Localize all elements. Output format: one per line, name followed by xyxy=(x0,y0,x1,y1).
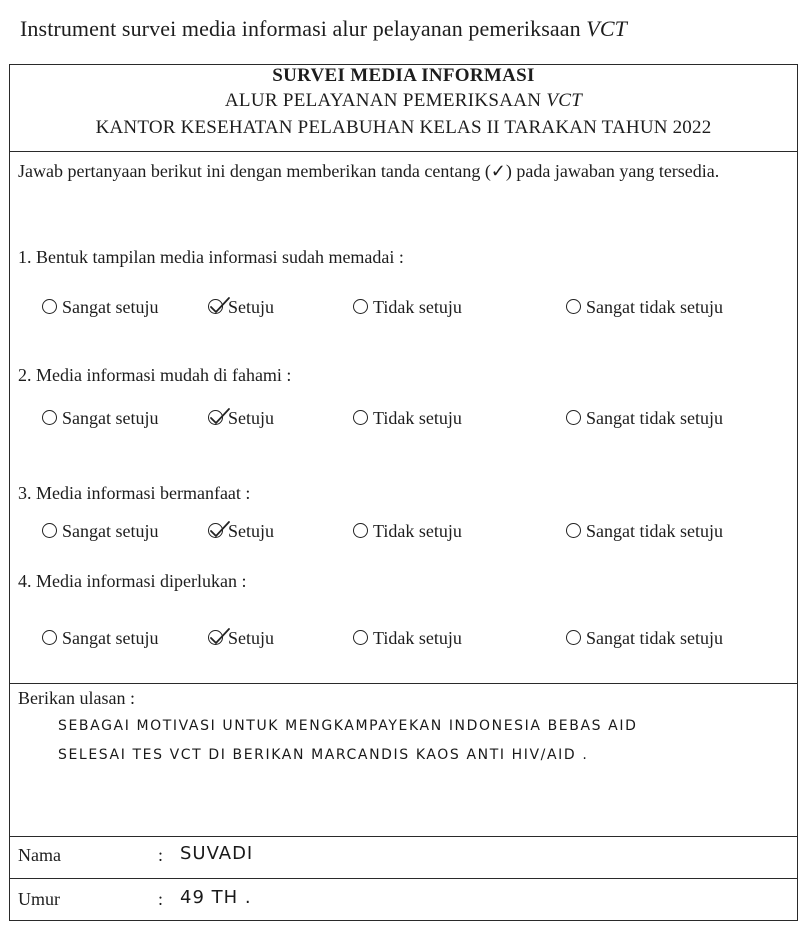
age-value[interactable]: 49 TH . xyxy=(180,887,252,908)
checkmark-icon xyxy=(207,626,231,648)
radio-circle-icon[interactable] xyxy=(42,299,57,314)
radio-circle-icon[interactable] xyxy=(566,410,581,425)
name-row xyxy=(10,835,797,878)
question-1-text: 1. Bentuk tampilan media informasi sudah memadai : xyxy=(18,247,404,267)
review-section xyxy=(10,683,797,837)
option-label: Sangat setuju xyxy=(62,297,159,317)
option-label: Sangat tidak setuju xyxy=(586,521,723,541)
radio-circle-icon[interactable] xyxy=(42,523,57,538)
question-2-option-4[interactable] xyxy=(566,408,723,429)
question-3-option-4[interactable] xyxy=(566,521,723,542)
age-row xyxy=(10,878,797,922)
form-subtitle: ALUR PELAYANAN PEMERIKSAAN VCT xyxy=(224,90,583,111)
question-2-option-3[interactable] xyxy=(353,408,462,429)
form-title: SURVEI MEDIA INFORMASI xyxy=(272,65,535,86)
option-label: Tidak setuju xyxy=(373,628,462,648)
question-4-option-3[interactable] xyxy=(353,628,462,649)
checkmark-icon xyxy=(207,406,231,428)
question-4-option-1[interactable] xyxy=(42,628,159,649)
form-header xyxy=(10,65,797,152)
radio-circle-icon[interactable] xyxy=(353,299,368,314)
name-label: Nama xyxy=(18,845,61,865)
question-4-option-2[interactable] xyxy=(208,628,274,649)
name-colon: : xyxy=(158,845,164,865)
option-label: Sangat setuju xyxy=(62,628,159,648)
question-2-option-1[interactable] xyxy=(42,408,159,429)
radio-circle-icon[interactable] xyxy=(42,410,57,425)
instruction-text: Jawab pertanyaan berikut ini dengan memberikan tanda centang (✓) pada jawaban yang tersedia. xyxy=(18,161,720,181)
option-label: Setuju xyxy=(228,628,275,648)
question-3-option-2[interactable] xyxy=(208,521,274,542)
radio-circle-icon[interactable] xyxy=(208,299,223,314)
question-1-option-4[interactable] xyxy=(566,297,723,318)
option-label: Setuju xyxy=(228,521,275,541)
radio-circle-icon[interactable] xyxy=(208,410,223,425)
option-label: Setuju xyxy=(228,408,275,428)
question-2-text: 2. Media informasi mudah di fahami : xyxy=(18,365,292,385)
name-value[interactable]: SUVADI xyxy=(180,843,254,864)
radio-circle-icon[interactable] xyxy=(353,410,368,425)
checkmark-icon xyxy=(207,519,231,541)
form-office: KANTOR KESEHATAN PELABUHAN KELAS II TARAKAN TAHUN 2022 xyxy=(95,117,712,138)
option-label: Sangat setuju xyxy=(62,521,159,541)
document-caption xyxy=(20,16,627,42)
radio-circle-icon[interactable] xyxy=(566,630,581,645)
option-label: Sangat tidak setuju xyxy=(586,408,723,428)
question-4-text: 4. Media informasi diperlukan : xyxy=(18,571,247,591)
question-3-option-3[interactable] xyxy=(353,521,462,542)
question-4-option-4[interactable] xyxy=(566,628,723,649)
radio-circle-icon[interactable] xyxy=(566,523,581,538)
option-label: Tidak setuju xyxy=(373,408,462,428)
radio-circle-icon[interactable] xyxy=(353,630,368,645)
radio-circle-icon[interactable] xyxy=(353,523,368,538)
checkmark-icon xyxy=(207,295,231,317)
option-label: Tidak setuju xyxy=(373,521,462,541)
option-label: Sangat tidak setuju xyxy=(586,628,723,648)
question-1-option-2[interactable] xyxy=(208,297,274,318)
review-label: Berikan ulasan : xyxy=(18,688,135,708)
review-handwriting-line1: SEBAGAI MOTIVASI UNTUK MENGKAMPAYEKAN INDONESIA BEBAS AID xyxy=(58,718,638,734)
caption-text: Instrument survei media informasi alur pelayanan pemeriksaan xyxy=(20,16,587,41)
age-label: Umur xyxy=(18,889,60,909)
radio-circle-icon[interactable] xyxy=(208,630,223,645)
question-3-option-1[interactable] xyxy=(42,521,159,542)
question-1-option-1[interactable] xyxy=(42,297,159,318)
radio-circle-icon[interactable] xyxy=(566,299,581,314)
question-3-text: 3. Media informasi bermanfaat : xyxy=(18,483,251,503)
question-1-option-3[interactable] xyxy=(353,297,462,318)
survey-form xyxy=(9,64,798,921)
review-handwriting-line2: SELESAI TES VCT DI BERIKAN MARCANDIS KAOS ANTI HIV/AID . xyxy=(58,747,589,763)
caption-italic: VCT xyxy=(586,16,627,41)
radio-circle-icon[interactable] xyxy=(208,523,223,538)
option-label: Sangat setuju xyxy=(62,408,159,428)
option-label: Setuju xyxy=(228,297,275,317)
question-2-option-2[interactable] xyxy=(208,408,274,429)
option-label: Sangat tidak setuju xyxy=(586,297,723,317)
age-colon: : xyxy=(158,889,164,909)
radio-circle-icon[interactable] xyxy=(42,630,57,645)
option-label: Tidak setuju xyxy=(373,297,462,317)
